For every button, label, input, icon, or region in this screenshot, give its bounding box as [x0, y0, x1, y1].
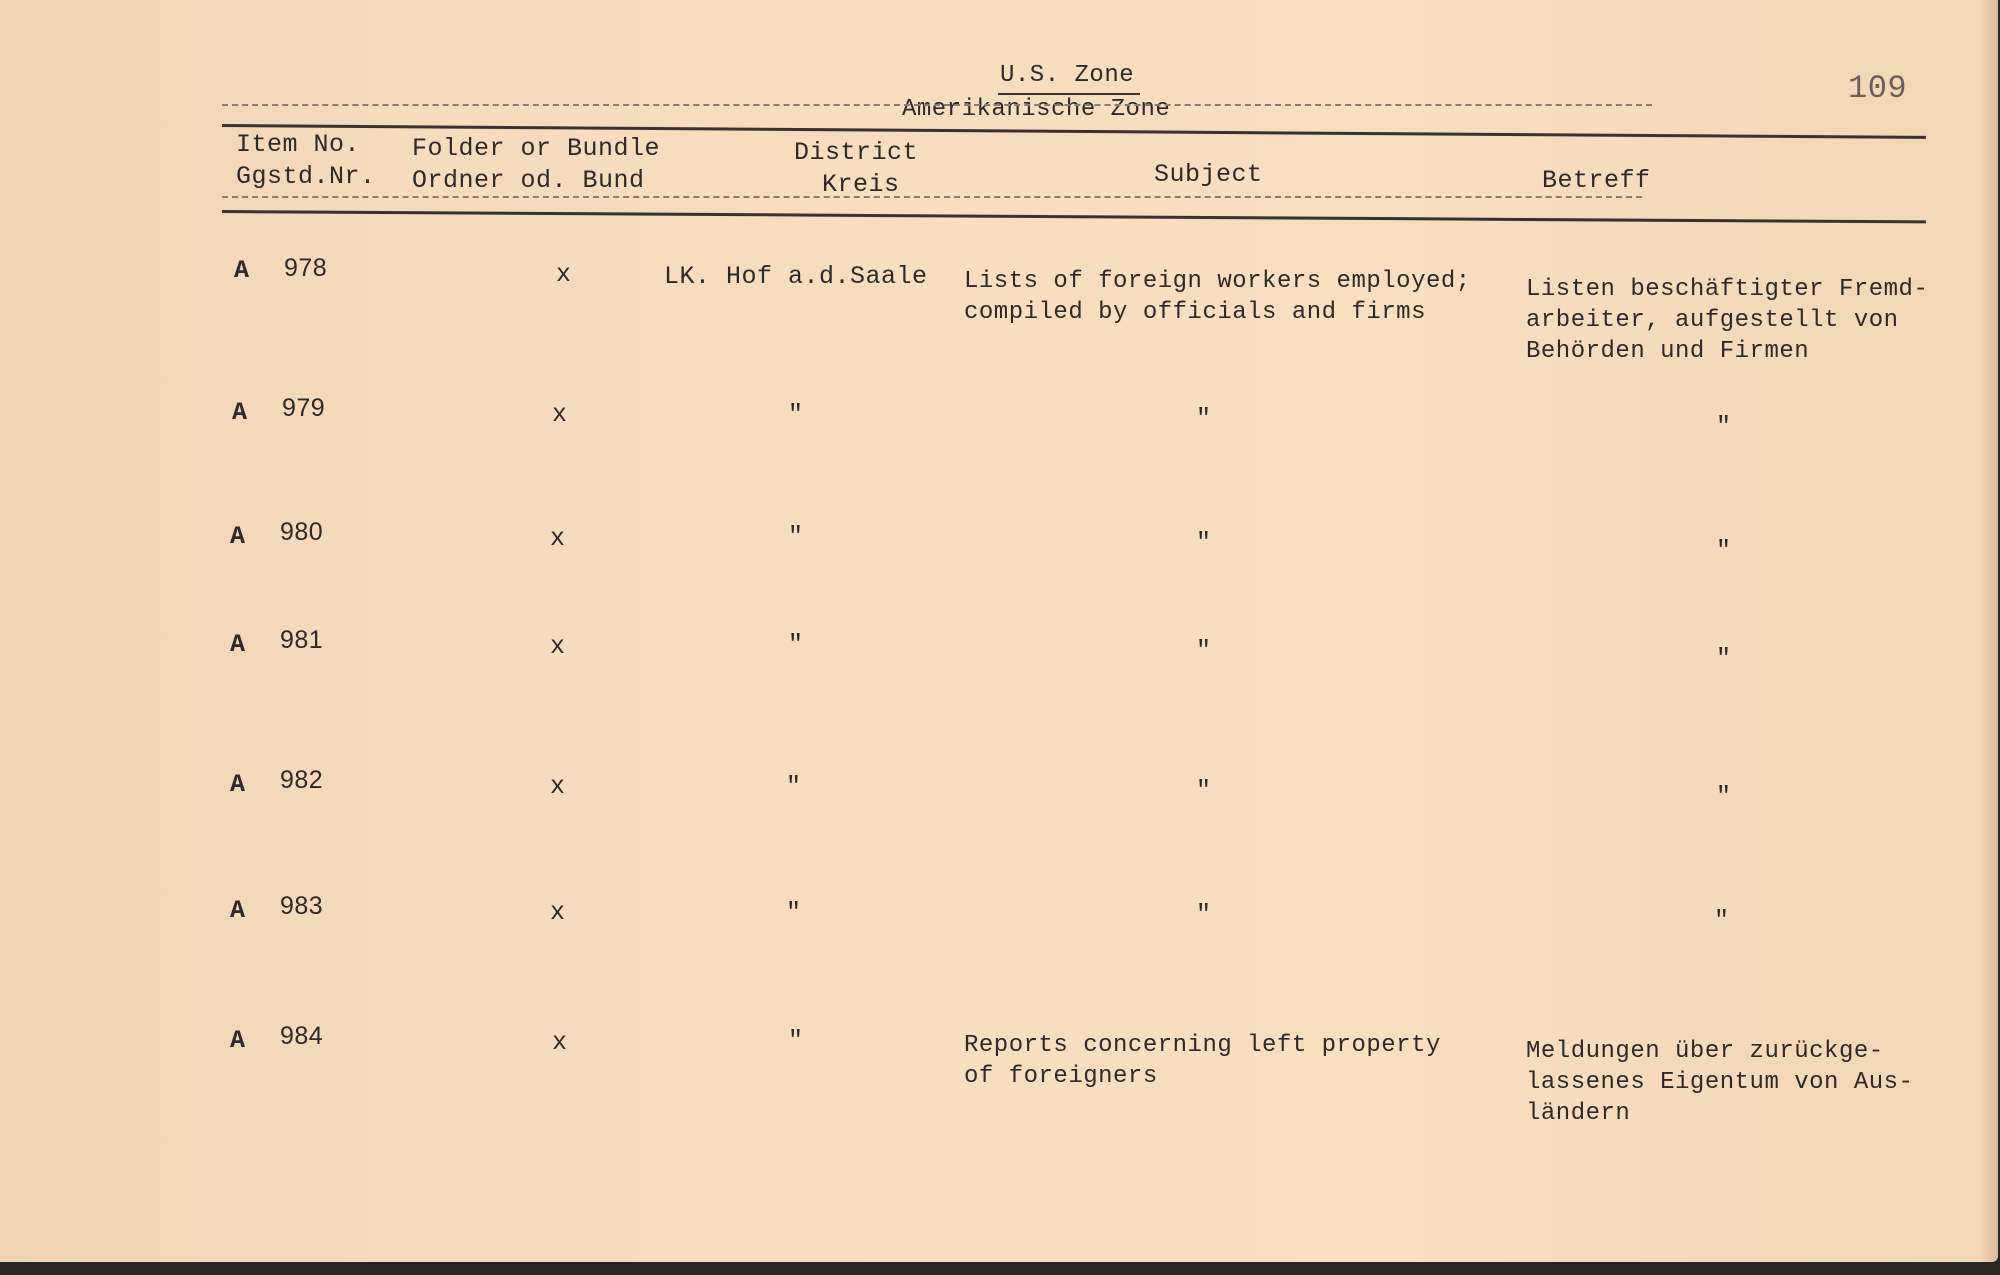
item-number: 984	[280, 1022, 324, 1050]
col-header-district-de: Kreis	[822, 170, 900, 199]
betreff-ditto: "	[1716, 782, 1732, 811]
col-header-folder-de: Ordner od. Bund	[412, 166, 645, 195]
col-header-item-de: Ggstd.Nr.	[236, 162, 376, 191]
folder-mark: x	[552, 400, 568, 429]
col-header-folder-en: Folder or Bundle	[412, 134, 661, 163]
betreff-ditto: "	[1716, 536, 1732, 565]
subject-ditto: "	[1196, 900, 1212, 929]
item-prefix: A	[230, 522, 246, 551]
folder-mark: x	[550, 524, 566, 553]
col-header-item-en: Item No.	[236, 130, 361, 159]
item-number: 983	[280, 892, 324, 920]
item-number: 982	[280, 766, 324, 794]
district-value: LK. Hof a.d.Saale	[664, 262, 928, 291]
item-prefix: A	[232, 398, 248, 427]
subject-ditto: "	[1196, 776, 1212, 805]
folder-mark: x	[550, 898, 566, 927]
item-prefix: A	[230, 770, 246, 799]
item-prefix: A	[234, 256, 250, 285]
item-number: 980	[280, 518, 324, 546]
district-ditto: "	[786, 898, 802, 927]
district-ditto: "	[788, 1026, 804, 1055]
betreff-ditto: "	[1716, 644, 1732, 673]
district-ditto: "	[788, 630, 804, 659]
district-ditto: "	[788, 522, 804, 551]
district-ditto: "	[786, 772, 802, 801]
folder-mark: x	[550, 772, 566, 801]
subject-text: Reports concerning left property of foreigners	[964, 1032, 1441, 1090]
col-header-district-en: District	[794, 138, 919, 167]
item-number: 978	[284, 254, 328, 282]
item-number: 981	[280, 626, 324, 654]
header-dashed-rule	[222, 104, 1652, 106]
subject-ditto: "	[1196, 404, 1212, 433]
item-prefix: A	[230, 630, 246, 659]
betreff-text: Meldungen über zurückge- lassenes Eigentum von Aus- ländern	[1526, 1038, 1914, 1127]
district-ditto: "	[788, 400, 804, 429]
item-prefix: A	[230, 896, 246, 925]
zone-title-de: Amerikanische Zone	[902, 96, 1171, 123]
page-number: 109	[1848, 70, 1908, 107]
betreff-ditto: "	[1714, 906, 1730, 935]
header-mid-dashed-rule	[222, 196, 1642, 198]
col-header-betreff: Betreff	[1542, 166, 1651, 195]
betreff-ditto: "	[1716, 412, 1732, 441]
folder-mark: x	[556, 260, 572, 289]
subject-text: Lists of foreign workers employed; compiled by officials and firms	[964, 268, 1471, 326]
zone-title-en: U.S. Zone	[1000, 62, 1135, 89]
item-prefix: A	[230, 1026, 246, 1055]
betreff-text: Listen beschäftigter Fremd- arbeiter, aufgestellt von Behörden und Firmen	[1526, 276, 1929, 365]
folder-mark: x	[550, 632, 566, 661]
header-bottom-rule	[222, 210, 1926, 223]
col-header-subject: Subject	[1154, 160, 1263, 189]
item-number: 979	[282, 394, 326, 422]
zone-title-underline	[998, 93, 1140, 95]
folder-mark: x	[552, 1028, 568, 1057]
subject-ditto: "	[1196, 528, 1212, 557]
subject-ditto: "	[1196, 636, 1212, 665]
